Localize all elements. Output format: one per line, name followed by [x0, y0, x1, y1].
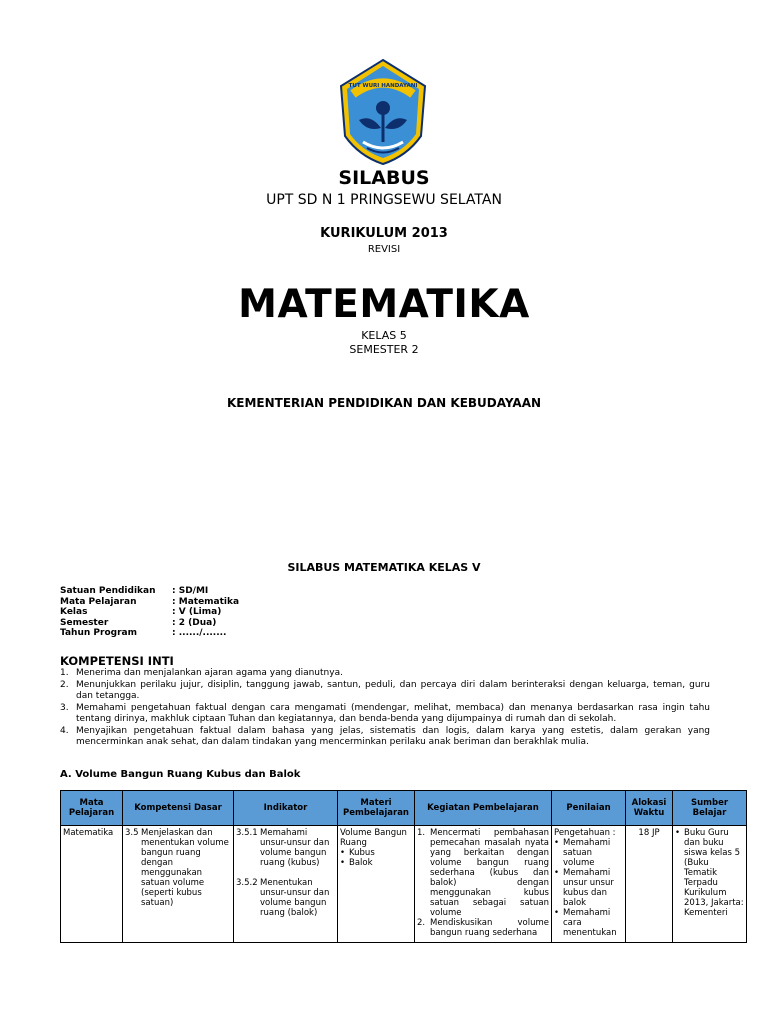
- cell-materi: [338, 826, 415, 943]
- identity-row: [60, 628, 239, 639]
- cell-alokasi: [626, 826, 673, 943]
- column-header: Materi Pembelajaran: [338, 791, 415, 826]
- identity-value: : 2 (Dua): [172, 617, 217, 628]
- list-text: Menyajikan pengetahuan faktual dalam bahasa yang jelas, sistematis dan logis, dalam karya yang estetis, dalam gerakan yang mencerminkan anak sehat, dan dalam tindakan yang mencerminkan perilaku anak beriman dan berakhlak mulia.: [76, 726, 710, 747]
- indikator-number: 3.5.1: [236, 828, 258, 838]
- identity-row: [60, 597, 239, 608]
- list-item: [417, 828, 549, 918]
- identity-value: : SD/MI: [172, 586, 209, 596]
- list-item: [340, 848, 412, 858]
- list-text: Mendiskusikan volume bangun ruang sederhana: [430, 918, 549, 938]
- list-number: 4.: [60, 726, 69, 736]
- list-number: 2.: [417, 918, 426, 928]
- cell-text: 18 JP: [638, 828, 660, 838]
- cell-indikator: [234, 826, 338, 943]
- svg-text:TUT WURI HANDAYANI: TUT WURI HANDAYANI: [348, 83, 418, 89]
- column-header: Sumber Belajar: [673, 791, 747, 826]
- materi-title: Volume Bangun Ruang: [340, 828, 407, 848]
- cover-title: SILABUS: [338, 167, 430, 189]
- bullet-icon: •: [340, 848, 346, 858]
- semester-label: SEMESTER 2: [349, 343, 419, 356]
- cell-text: Matematika: [63, 828, 114, 838]
- column-header: Alokasi Waktu: [626, 791, 673, 826]
- list-item: [554, 868, 623, 908]
- identity-key: Mata Pelajaran: [60, 596, 137, 607]
- kd-text: Menjelaskan dan menentukan volume bangun ruang dengan menggunakan satuan volume (seperti kubus satuan): [141, 828, 229, 908]
- identity-block: [60, 586, 239, 639]
- list-item: [554, 908, 623, 938]
- column-header: Indikator: [234, 791, 338, 826]
- list-text: Kubus: [349, 848, 375, 858]
- cell-mapel: [61, 826, 123, 943]
- indikator-number: 3.5.2: [236, 878, 258, 888]
- penilaian-title: Pengetahuan :: [554, 828, 616, 838]
- list-text: Menunjukkan perilaku jujur, disiplin, tanggung jawab, santun, peduli, dan percaya diri dalam berinteraksi dengan keluarga, teman, guru dan tetangga.: [76, 680, 710, 701]
- list-text: Buku Guru dan buku siswa kelas 5 (Buku Tematik Terpadu Kurikulum 2013, Jakarta: Kementeri: [684, 828, 744, 918]
- list-item: [60, 680, 710, 702]
- cell-kompetensi-dasar: [123, 826, 234, 943]
- list-number: 1.: [417, 828, 426, 838]
- list-number: 2.: [60, 680, 69, 690]
- list-number: 3.: [60, 703, 69, 713]
- syllabus-table: [60, 790, 747, 943]
- revision-label: REVISI: [367, 244, 401, 255]
- indikator-item: [236, 878, 335, 918]
- list-item: [340, 858, 412, 868]
- kompetensi-inti-list: [60, 668, 710, 749]
- sumber-list: [675, 828, 744, 940]
- kd-number: 3.5: [125, 828, 139, 838]
- identity-value: : V (Lima): [172, 607, 222, 617]
- list-item: [417, 918, 549, 938]
- school-name: UPT SD N 1 PRINGSEWU SELATAN: [266, 192, 502, 208]
- table-row: [61, 826, 747, 943]
- table-header-row: [61, 791, 747, 826]
- identity-key: Tahun Program: [60, 628, 137, 638]
- identity-row: [60, 618, 239, 629]
- kegiatan-list: [417, 828, 549, 940]
- bullet-icon: •: [340, 858, 346, 868]
- ministry-name: KEMENTERIAN PENDIDIKAN DAN KEBUDAYAAN: [226, 396, 542, 410]
- list-text: Memahami satuan volume: [563, 838, 611, 868]
- syllabus-heading: SILABUS MATEMATIKA KELAS V: [287, 561, 481, 574]
- curriculum: KURIKULUM 2013: [320, 226, 448, 241]
- materi-list: [340, 828, 412, 940]
- list-item: [554, 838, 623, 868]
- bullet-icon: •: [554, 868, 560, 878]
- list-text: Memahami unsur unsur kubus dan balok: [563, 868, 614, 908]
- identity-row: [60, 607, 239, 618]
- list-text: Mencermati pembahasan pemecahan masalah nyata yang berkaitan dengan volume bangun ruang sederhana (kubus dan balok) dengan menggunakan kubus satuan sebagai satuan volume: [430, 828, 549, 918]
- list-number: 1.: [60, 668, 69, 678]
- bullet-icon: •: [554, 908, 560, 918]
- bullet-icon: •: [554, 838, 560, 848]
- list-item: [675, 828, 744, 918]
- cell-sumber: [673, 826, 747, 943]
- subject-title: MATEMATIKA: [238, 282, 530, 327]
- list-text: Memahami cara menentukan: [563, 908, 617, 938]
- kompetensi-inti-title: KOMPETENSI INTI: [60, 654, 174, 668]
- identity-value: : Matematika: [172, 596, 240, 607]
- column-header: Penilaian: [552, 791, 626, 826]
- list-text: Balok: [349, 858, 373, 868]
- penilaian-list: [554, 828, 623, 940]
- column-header: Kegiatan Pembelajaran: [415, 791, 552, 826]
- section-a-title: A. Volume Bangun Ruang Kubus dan Balok: [60, 769, 301, 780]
- identity-row: [60, 586, 239, 597]
- cell-kegiatan: [415, 826, 552, 943]
- identity-key: Semester: [60, 617, 109, 628]
- list-item: [60, 703, 710, 725]
- indikator-text: Memahami unsur-unsur dan volume bangun ruang (kubus): [260, 828, 330, 868]
- grade-label: KELAS 5: [361, 329, 407, 342]
- kd-entry: [125, 828, 231, 940]
- indikator-item: [236, 828, 335, 868]
- list-item: [60, 668, 710, 679]
- identity-key: Kelas: [60, 607, 88, 617]
- indikator-list: [236, 828, 335, 940]
- list-text: Menerima dan menjalankan ajaran agama yang dianutnya.: [76, 668, 343, 678]
- list-item: [60, 726, 710, 748]
- identity-key: Satuan Pendidikan: [60, 586, 156, 596]
- indikator-text: Menentukan unsur-unsur dan volume bangun ruang (balok): [260, 878, 330, 918]
- identity-value: : ....../.......: [172, 628, 227, 638]
- tut-wuri-handayani-logo: [337, 58, 429, 166]
- column-header: Kompetensi Dasar: [123, 791, 234, 826]
- bullet-icon: •: [675, 828, 681, 838]
- column-header: Mata Pelajaran: [61, 791, 123, 826]
- cell-penilaian: [552, 826, 626, 943]
- list-text: Memahami pengetahuan faktual dengan cara mengamati (mendengar, melihat, membaca) dan menanya berdasarkan rasa ingin tahu tentang dirinya, makhluk ciptaan Tuhan dan kegiatannya, dan benda-benda yang dijumpainya di rumah dan di sekolah.: [76, 703, 710, 724]
